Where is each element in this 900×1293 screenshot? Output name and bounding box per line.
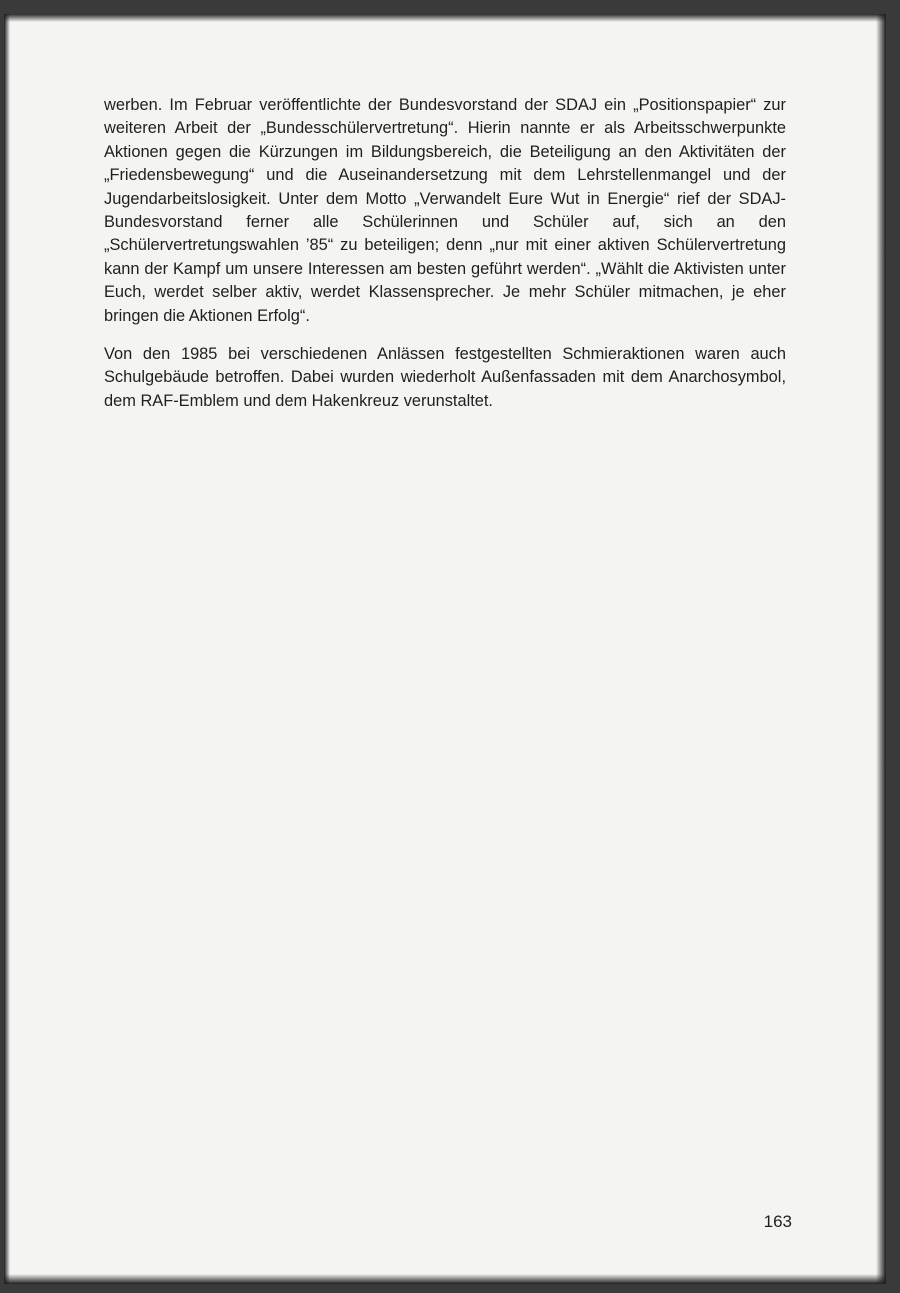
paragraph-1: werben. Im Februar veröffentlichte der Bundesvorstand der SDAJ ein „Positionspapier“ zur weiteren Arbeit der „Bundesschülervertretung“. Hierin nannte er als Arbeitsschwerpunkte Aktionen gegen die Kürzungen im Bildungsbereich, die Beteiligung an den Aktivitäten der „Friedensbewegung“ und die Auseinandersetzung mit dem Lehrstellenmangel und der Jugendarbeitslosigkeit. Unter dem Motto „Verwandelt Eure Wut in Energie“ rief der SDAJ-Bundesvorstand ferner alle Schülerinnen und Schüler auf, sich an den „Schülervertretungswahlen ’85“ zu beteiligen; denn „nur mit einer aktiven Schülervertretung kann der Kampf um unsere Interessen am besten geführt werden“. „Wählt die Aktivisten unter Euch, werdet selber aktiv, werdet Klassensprecher. Je mehr Schüler mitmachen, je eher bringen die Aktionen Erfolg“. xyxy=(104,96,786,325)
body-text xyxy=(104,94,786,428)
document-page xyxy=(4,14,886,1284)
page-number: 163 xyxy=(763,1212,792,1231)
scan-edge-left xyxy=(4,14,10,1284)
paragraph-2: Von den 1985 bei verschiedenen Anlässen festgestellten Schmieraktionen waren auch Schulgebäude betroffen. Dabei wurden wiederholt Außenfassaden mit dem Anarchosymbol, dem RAF-Emblem und dem Hakenkreuz verunstaltet. xyxy=(104,345,786,410)
scan-edge-top xyxy=(4,14,886,22)
scan-edge-right xyxy=(876,14,886,1284)
scan-edge-bottom xyxy=(4,1274,886,1284)
